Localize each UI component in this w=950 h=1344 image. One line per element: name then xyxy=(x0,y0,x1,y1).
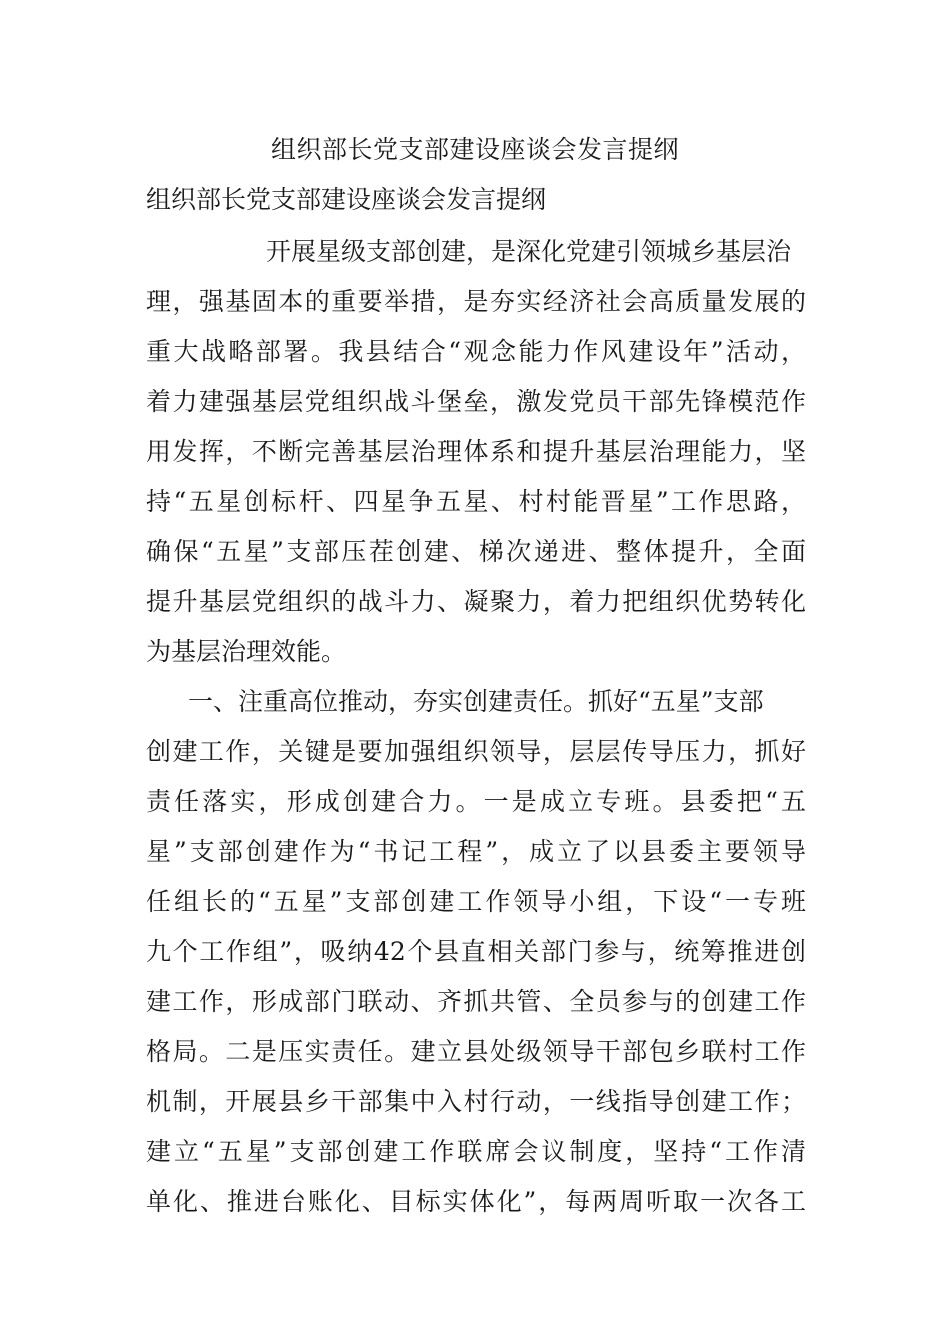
paragraph-line: 开展星级支部创建，是深化党建引领城乡基层治 xyxy=(266,237,792,266)
paragraph-line: 理，强基固本的重要举措，是夯实经济社会高质量发展的 xyxy=(146,287,806,316)
paragraph-line: 一、注重高位推动，夯实创建责任。抓好“五星”支部 xyxy=(188,687,764,716)
paragraph-line: 建立“五星”支部创建工作联席会议制度，坚持“工作清 xyxy=(146,1137,806,1166)
paragraph-line: 为基层治理效能。 xyxy=(146,637,347,666)
paragraph-line: 着力建强基层党组织战斗堡垒，激发党员干部先锋模范作 xyxy=(146,387,806,416)
paragraph-line: 确保“五星”支部压茬创建、梯次递进、整体提升，全面 xyxy=(146,537,806,566)
paragraph-line: 持“五星创标杆、四星争五星、村村能晋星”工作思路， xyxy=(146,487,806,516)
paragraph-line: 提升基层党组织的战斗力、凝聚力，着力把组织优势转化 xyxy=(146,587,806,616)
document-subtitle: 组织部长党支部建设座谈会发言提纲 xyxy=(146,185,547,214)
paragraph-line: 机制，开展县乡干部集中入村行动，一线指导创建工作； xyxy=(146,1087,806,1116)
paragraph-line: 任组长的“五星”支部创建工作领导小组，下设“一专班 xyxy=(146,887,806,916)
paragraph-line: 九个工作组”，吸纳42个县直相关部门参与，统筹推进创 xyxy=(146,937,806,966)
document-title: 组织部长党支部建设座谈会发言提纲 xyxy=(270,135,679,164)
paragraph-line: 星”支部创建作为“书记工程”，成立了以县委主要领导 xyxy=(146,837,806,866)
paragraph-line: 格局。二是压实责任。建立县处级领导干部包乡联村工作 xyxy=(146,1037,806,1066)
paragraph-line: 重大战略部署。我县结合“观念能力作风建设年”活动， xyxy=(146,337,806,366)
paragraph-line: 建工作，形成部门联动、齐抓共管、全员参与的创建工作 xyxy=(146,987,806,1016)
paragraph-line: 责任落实，形成创建合力。一是成立专班。县委把“五 xyxy=(146,787,806,816)
paragraph-line: 用发挥，不断完善基层治理体系和提升基层治理能力，坚 xyxy=(146,437,806,466)
paragraph-line: 创建工作，关键是要加强组织领导，层层传导压力，抓好 xyxy=(146,737,806,766)
paragraph-line: 单化、推进台账化、目标实体化”，每两周听取一次各工 xyxy=(146,1187,806,1216)
